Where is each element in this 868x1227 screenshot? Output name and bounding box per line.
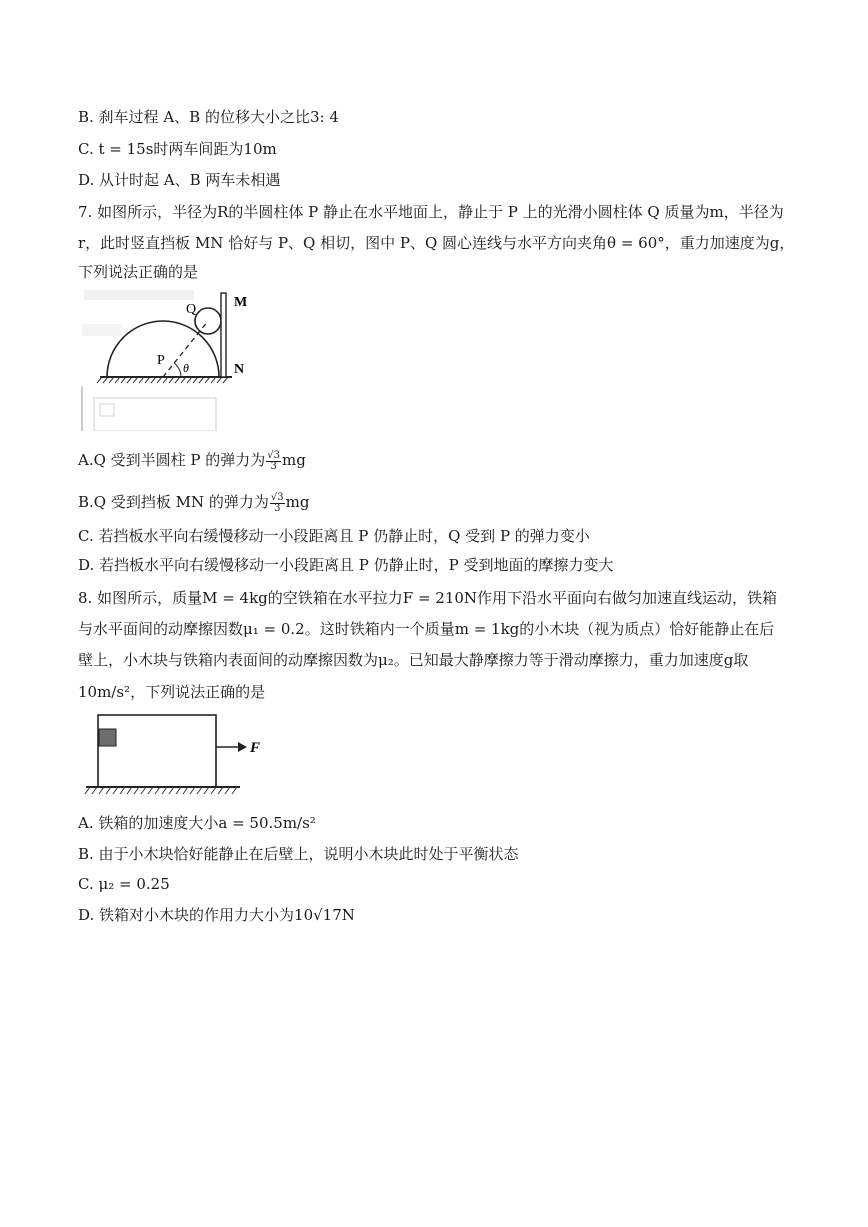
- option-8B: B. 由于小木块恰好能静止在后壁上，说明小木块此时处于平衡状态: [78, 845, 519, 863]
- option-7A: A.Q 受到半圆柱 P 的弹力为 $\frac{√3}{3}$ mg: [78, 449, 306, 472]
- question-7-line-3: 下列说法正确的是: [78, 263, 199, 281]
- figure-half-cylinder-svg: [80, 286, 260, 431]
- label-P: P: [157, 353, 165, 368]
- line-6D: D. 从计时起 A、B 两车未相遇: [78, 171, 281, 189]
- question-8-line-3: 壁上，小木块与铁箱内表面间的动摩擦因数为μ₂。已知最大静摩擦力等于滑动摩擦力，重力加速度g取: [78, 651, 749, 669]
- option-8A: A. 铁箱的加速度大小a = 50.5m/s²: [78, 814, 316, 832]
- option-8D: D. 铁箱对小木块的作用力大小为10√17N: [78, 906, 355, 924]
- question-8-line-1: 8. 如图所示，质量M = 4kg的空铁箱在水平拉力F = 210N作用下沿水平面向右做匀加速直线运动，铁箱: [78, 589, 778, 607]
- option-7D: D. 若挡板水平向右缓慢移动一小段距离且 P 仍静止时，P 受到地面的摩擦力变大: [78, 556, 614, 574]
- line-6B: B. 刹车过程 A、B 的位移大小之比3: 4: [78, 108, 339, 126]
- option-7C: C. 若挡板水平向右缓慢移动一小段距离且 P 仍静止时，Q 受到 P 的弹力变小: [78, 527, 590, 545]
- question-7-line-1: 7. 如图所示，半径为R的半圆柱体 P 静止在水平地面上，静止于 P 上的光滑小圆柱体 Q 质量为m，半径为: [78, 203, 784, 221]
- fraction-sqrt3-over-3: $\frac{√3}{3}$: [270, 491, 284, 514]
- figure-half-cylinder: [80, 286, 260, 431]
- question-8-line-2: 与水平面间的动摩擦因数μ₁ = 0.2。这时铁箱内一个质量m = 1kg的小木块（视为质点）恰好能静止在后: [78, 620, 775, 638]
- label-Q: Q: [186, 302, 197, 317]
- option-8C: C. μ₂ = 0.25: [78, 875, 170, 893]
- label-M: M: [234, 295, 248, 310]
- fraction-sqrt3-over-3: $\frac{√3}{3}$: [267, 449, 281, 472]
- line-6C: C. t = 15s时两车间距为10m: [78, 140, 277, 158]
- figure-iron-box-svg: [80, 709, 280, 801]
- question-7-line-2: r，此时竖直挡板 MN 恰好与 P、Q 相切，图中 P、Q 圆心连线与水平方向夹角θ = 60°，重力加速度为g，: [78, 234, 795, 252]
- label-F: F: [250, 740, 261, 756]
- figure-iron-box: [80, 709, 280, 801]
- label-N: N: [234, 362, 245, 377]
- label-theta: θ: [183, 361, 189, 375]
- option-7B: B.Q 受到挡板 MN 的弹力为 $\frac{√3}{3}$ mg: [78, 491, 310, 514]
- question-8-line-4: 10m/s²，下列说法正确的是: [78, 683, 266, 701]
